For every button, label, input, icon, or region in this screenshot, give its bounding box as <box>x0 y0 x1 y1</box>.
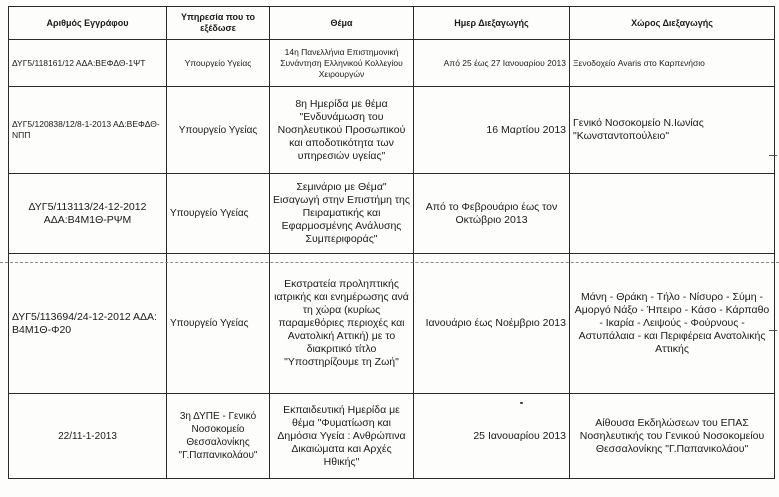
scan-fold-line <box>0 262 779 263</box>
header-issuing-service: Υπηρεσία που το εξέδωσε <box>167 7 270 40</box>
cell-subject: Σεμινάριο με Θέμα" Εισαγωγή στην Επιστήμη της Πειραματικής και Εφαρμοσμένης Ανάλυσης Συμπεριφοράς" <box>270 174 414 254</box>
cell-date: Από το Φεβρουάριο έως τον Οκτώβριο 2013 <box>414 174 570 254</box>
cell-venue: Αίθουσα Εκδηλώσεων του ΕΠΑΣ Νοσηλευτικής του Γενικού Νοσοκομείου Θεσσαλονίκης "Γ.Παπανικολάου" <box>570 394 775 479</box>
cell-venue <box>570 174 775 254</box>
cell-issuing-service: Υπουργείο Υγείας <box>167 254 270 394</box>
cell-issuing-service: 3η ΔΥΠΕ - Γενικό Νοσοκομείο Θεσσαλονίκης "Γ.Παπανικολάου" <box>167 394 270 479</box>
header-subject: Θέμα <box>270 7 414 40</box>
cell-venue: Μάνη - Θράκη - Τήλο - Νίσυρο - Σύμη - Αμοργό Νάξο - Ήπειρο - Κάσο - Κάρπαθο - Ικαρία - Λειψούς - Φούρνους - Αστυπάλαια - και Περιφέρεια Ανατολικής Αττικής <box>570 254 775 394</box>
table-row <box>9 40 775 87</box>
cell-document-number: ΔΥΓ5/118161/12 ΑΔΑ:ΒΕΦΔΘ-1ΨΤ <box>9 40 167 87</box>
table-row <box>9 87 775 174</box>
header-date: Ημερ Διεξαγωγής <box>414 7 570 40</box>
scan-speck <box>520 402 523 404</box>
table-row <box>9 394 775 479</box>
table-row <box>9 254 775 394</box>
cell-subject: 14η Πανελλήνια Επιστημονική Συνάντηση Ελληνικού Κολλεγίου Χειρουργών <box>270 40 414 87</box>
header-document-number: Αριθμός Εγγράφου <box>9 7 167 40</box>
cell-issuing-service: Υπουργείο Υγείας <box>167 174 270 254</box>
table-header-row <box>9 7 775 40</box>
cell-issuing-service: Υπουργείο Υγείας <box>167 40 270 87</box>
cell-date: Ιανουάριο έως Νοέμβριο 2013 <box>414 254 570 394</box>
events-table <box>8 6 775 479</box>
cell-document-number: 22/11-1-2013 <box>9 394 167 479</box>
scan-edge-mark <box>769 330 777 331</box>
cell-issuing-service: Υπουργείο Υγείας <box>167 87 270 174</box>
cell-subject: Εκστρατεία προληπτικής ιατρικής και ενημέρωσης ανά τη χώρα (κυρίως παραμεθόριες περιοχές και Ανατολική Αττική) με το διακριτικό τίτλο "Υποστηρίζουμε τη Ζωή" <box>270 254 414 394</box>
cell-subject: Εκπαιδευτική Ημερίδα με θέμα "Φυματίωση και Δημόσια Υγεία : Ανθρώπινα Δικαιώματα και Αρχές Ηθικής" <box>270 394 414 479</box>
cell-document-number: ΔΥΓ5/113113/24-12-2012 ΑΔΑ:Β4Μ1Θ-ΡΨΜ <box>9 174 167 254</box>
scan-edge-mark <box>769 155 777 156</box>
cell-document-number: ΔΥΓ5/113694/24-12-2012 ΑΔΑ: Β4Μ1Θ-Φ20 <box>9 254 167 394</box>
table-row <box>9 174 775 254</box>
cell-venue: Γενικό Νοσοκομείο Ν.Ιωνίας "Κωνσταντοπούλειο" <box>570 87 775 174</box>
header-venue: Χώρος Διεξαγωγής <box>570 7 775 40</box>
cell-date: 16 Μαρτίου 2013 <box>414 87 570 174</box>
cell-date: Από 25 έως 27 Ιανουαρίου 2013 <box>414 40 570 87</box>
cell-date: 25 Ιανουαρίου 2013 <box>414 394 570 479</box>
cell-venue: Ξενοδοχείο Avaris στο Καρπενήσιο <box>570 40 775 87</box>
cell-subject: 8η Ημερίδα με θέμα "Ενδυνάμωση του Νοσηλευτικού Προσωπικού και αποδοτικότητα των υπηρεσιών υγείας" <box>270 87 414 174</box>
cell-document-number: ΔΥΓ5/120838/12/8-1-2013 ΑΔ:ΒΕΦΔΘ-ΝΠΠ <box>9 87 167 174</box>
